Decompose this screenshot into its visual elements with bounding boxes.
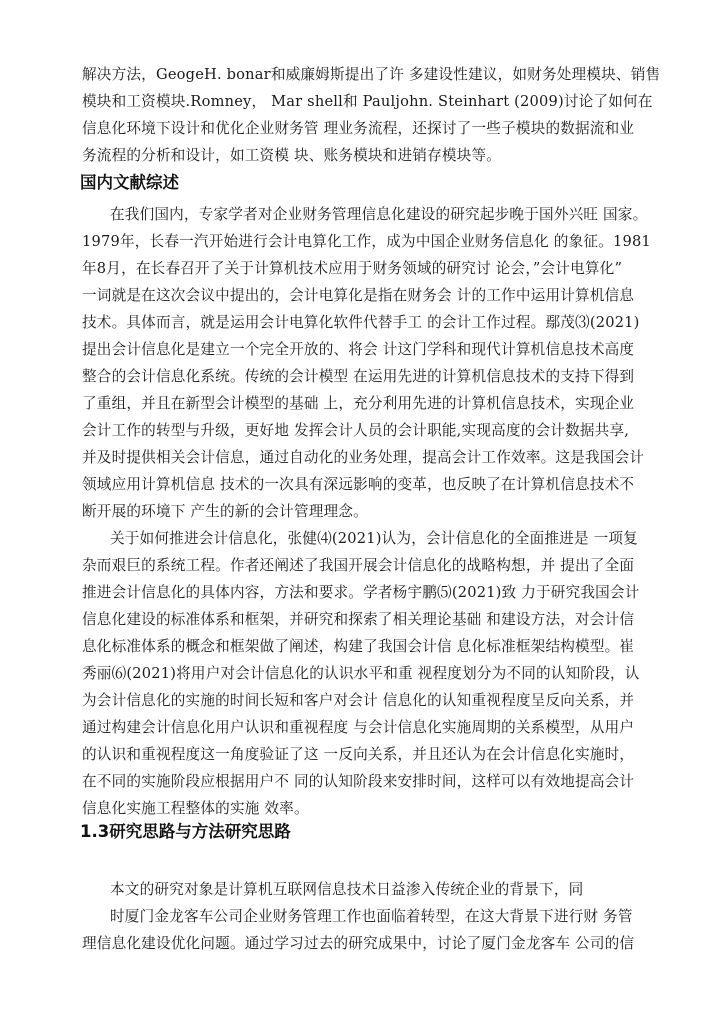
text-line: 息化标准体系的概念和框架做了阐述，构建了我国会计信 息化标准框架结构模型。崔 [82,638,635,655]
text-line: 会计工作的转型与升级，更好地 发挥会计人员的会计职能,实现高度的会计数据共享, [82,422,630,439]
text-line: 秀丽⑹(2021)将用户对会计信息化的认识水平和重 视程度划分为不同的认知阶段，认 [82,665,640,682]
text-line: 技术。具体而言，就是运用会计电算化软件代替手工 的会计工作过程。鄢茂⑶(2021) [82,314,640,331]
text-line: 整合的会计信息化系统。传统的会计模型 在运用先进的计算机信息技术的支持下得到 [82,368,635,385]
text-line: 断开展的环境下 产生的新的会计管理理念。 [82,503,368,520]
text-line: 并及时提供相关会计信息，通过自动化的业务处理，提高会计工作效率。这是我国会计 [82,449,645,466]
section-heading: 国内文献综述 [80,173,179,192]
text-line: 信息化建设的标准体系和框架，并研究和探索了相关理论基础 和建设方法，对会计信 [82,611,635,628]
text-line: 务流程的分析和设计，如工资模 块、账务模块和进销存模块等。 [82,147,502,164]
text-line: 1979年，长春一汽开始进行会计电算化工作，成为中国企业财务信息化 的象征。1981 [82,233,651,250]
text-line: 模块和工资模块.Romney， Mar shell和 Pauljohn. Steinhart (2009)讨论了如何在 [82,93,653,110]
text-line: 一词就是在这次会议中提出的，会计电算化是指在财务会 计的工作中运用计算机信息 [82,287,635,304]
text-line: 解决方法，GeogeH. bonar和威廉姆斯提出了许 多建设性建议，如财务处理模块、销售 [82,66,661,83]
text-line: 信息化实施工程整体的实施 效率。 [82,800,309,817]
section-heading: 1.3研究思路与方法研究思路 [80,822,291,841]
text-line: 提出会计信息化是建立一个完全开放的、将会 计这门学科和现代计算机信息技术高度 [82,341,635,358]
text-line: 关于如何推进会计信息化，张健⑷(2021)认为，会计信息化的全面推进是 一项复 [110,530,638,547]
text-line: 通过构建会计信息化用户认识和重视程度 与会计信息化实施周期的关系模型，从用户 [82,719,635,736]
text-line: 信息化环境下设计和优化企业财务管 理业务流程，还探讨了一些子模块的数据流和业 [82,120,635,137]
text-line: 杂而艰巨的系统工程。作者还阐述了我国开展会计信息化的战略构想，并 提出了全面 [82,557,635,574]
text-line: 年8月，在长春召开了关于计算机技术应用于财务领域的研究讨 论会，”会计电算化” [82,260,623,277]
text-line: 为会计信息化的实施的时间长短和客户对会计 信息化的认知重视程度呈反向关系，并 [82,692,635,709]
text-line: 理信息化建设优化问题。通过学习过去的研究成果中，讨论了厦门金龙客车 公司的信 [82,935,635,952]
text-line: 本文的研究对象是计算机互联网信息技术日益渗入传统企业的背景下，同 [110,881,584,898]
text-line: 领域应用计算机信息 技术的一次具有深远影响的变革，也反映了在计算机信息技术不 [82,476,635,493]
text-line: 在不同的实施阶段应根据用户不 同的认知阶段来安排时间，这样可以有效地提高会计 [82,773,635,790]
text-line: 在我们国内，专家学者对企业财务管理信息化建设的研究起步晚于国外兴旺 国家。 [110,206,648,223]
text-line: 的认识和重视程度这一角度验证了这 一反向关系，并且还认为在会计信息化实施时， [82,746,635,763]
text-line: 推进会计信息化的具体内容，方法和要求。学者杨宇鹏⑸(2021)致 力于研究我国会计 [82,584,640,601]
text-line: 时厦门金龙客车公司企业财务管理工作也面临着转型，在这大背景下进行财 务管 [110,908,633,925]
text-line: 了重组，并且在新型会计模型的基础 上，充分利用先进的计算机信息技术，实现企业 [82,395,635,412]
